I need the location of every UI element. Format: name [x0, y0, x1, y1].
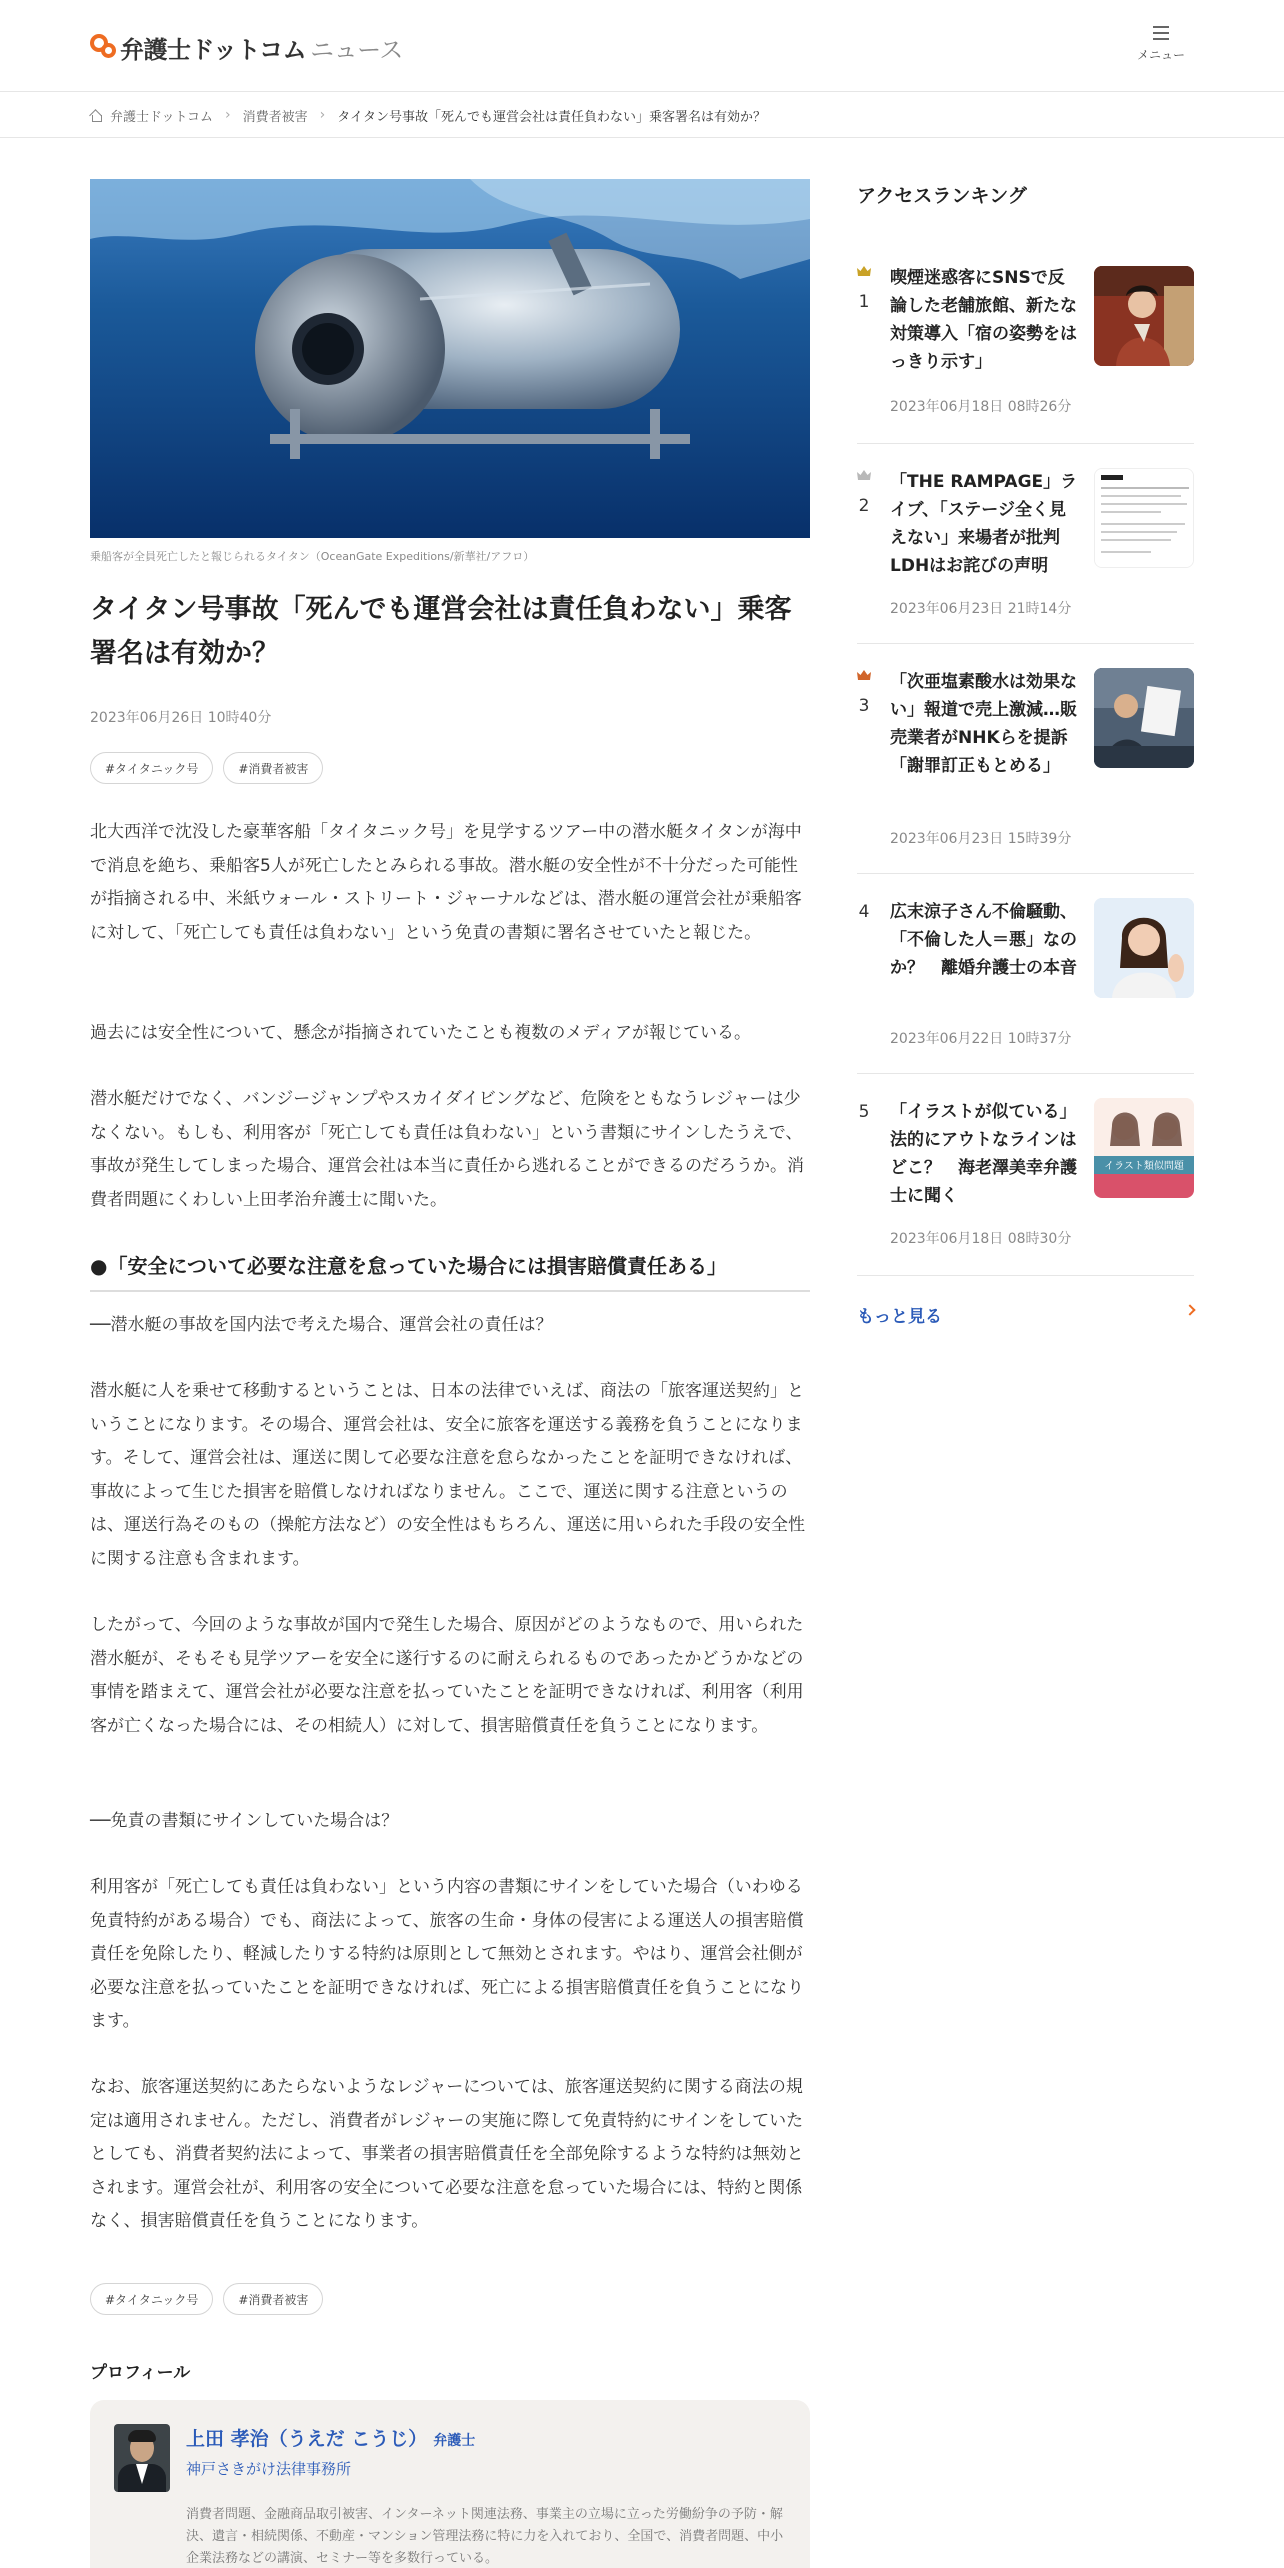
- menu-button[interactable]: [1130, 22, 1192, 72]
- ranking-thumbnail: [1094, 668, 1194, 768]
- section-heading: ●「安全について必要な注意を怠っていた場合には損害賠償責任ある」: [90, 1250, 810, 1292]
- rank-number: 4: [858, 902, 870, 922]
- more-ranking-link[interactable]: [857, 1302, 1194, 1327]
- article-paragraph: 過去には安全性について、懸念が指摘されていたことも複数のメディアが報じている。: [90, 1023, 751, 1043]
- ranking-heading: アクセスランキング: [857, 185, 1027, 207]
- article-paragraph: 潜水艇に人を乗せて移動するということは、日本の法律でいえば、商法の「旅客運送契約」ということになります。その場合、運営会社は、安全に旅客を運送する義務を負うことになります。そして、運営会社は、運送に関して必要な注意を怠らなかったことを証明できなければ、事故によって生じた損害を賠償しなければなりません。ここで、運送に関する注意というのは、運送行為そのもの（操舵方法など）の安全性はもちろん、運送に用いられた手段の安全性に関する注意も含まれます。: [90, 1381, 806, 1569]
- article-paragraph: 潜水艇だけでなく、バンジージャンプやスカイダイビングなど、危険をともなうレジャーは少なくない。もしも、利用客が「死亡しても責任は負わない」という書類にサインしたうえで、事故が発生してしまった場合、運営会社は本当に責任から逃れることができるのだろうか。消費者問題にくわしい上田孝治弁護士に聞いた。: [90, 1089, 804, 1210]
- avatar[interactable]: [114, 2424, 170, 2492]
- ranking-date: 2023年06月18日 08時30分: [890, 1231, 1072, 1247]
- rank-number: 2: [858, 496, 870, 516]
- ranking-date: 2023年06月18日 08時26分: [890, 399, 1072, 415]
- ranking-thumbnail: [1094, 266, 1194, 366]
- ranking-date: 2023年06月22日 10時37分: [890, 1031, 1072, 1047]
- article-tags-top: [90, 752, 323, 784]
- ranking-thumbnail: [1094, 468, 1194, 568]
- ranking-thumbnail: [1094, 1098, 1194, 1198]
- profile-heading: プロフィール: [90, 2363, 191, 2383]
- breadcrumb: [0, 93, 1284, 138]
- ranking-date: 2023年06月23日 15時39分: [890, 831, 1072, 847]
- breadcrumb-home[interactable]: 弁護士ドットコム: [110, 109, 213, 125]
- rank-number: 1: [858, 292, 870, 312]
- ranking-item[interactable]: [857, 874, 1194, 1074]
- crown-gold-icon: [857, 266, 871, 276]
- site-header: [0, 0, 1284, 92]
- article-date: 2023年06月26日 10時40分: [90, 710, 272, 726]
- article-paragraph: なお、旅客運送契約にあたらないようなレジャーについては、旅客運送契約に関する商法の規定は適用されません。ただし、消費者がレジャーの実施に際して免責特約にサインをしていたとしても、消費者契約法によって、事業者の損害賠償責任を全部免除するような特約は無効とされます。運営会社が、利用客の安全について必要な注意を怠っていた場合には、特約と関係なく、損害賠償責任を負うことになります。: [90, 2077, 804, 2231]
- crown-bronze-icon: [857, 670, 871, 680]
- logo-mark-icon: [90, 34, 116, 60]
- lawyer-profile-card: [90, 2400, 810, 2568]
- lawyer-name-text: 上田 孝治（うえだ こうじ）: [186, 2428, 428, 2450]
- ranking-item[interactable]: [857, 248, 1194, 444]
- hamburger-icon: [1153, 26, 1169, 40]
- lawyer-role: 弁護士: [433, 2433, 476, 2449]
- lawyer-name[interactable]: [186, 2424, 475, 2451]
- tag-titanic[interactable]: #タイタニック号: [90, 752, 213, 784]
- article-paragraph: 北大西洋で沈没した豪華客船「タイタニック号」を見学するツアー中の潜水艇タイタンが海中で消息を絶ち、乗船客5人が死亡したとみられる事故。潜水艇の安全性が不十分だった可能性が指摘される中、米紙ウォール・ストリート・ジャーナルなどは、潜水艇の運営会社が乗船客に対して、「死亡しても責任は負わない」という免責の書類に署名させていたと報じた。: [90, 822, 802, 943]
- crown-silver-icon: [857, 470, 871, 480]
- site-logo[interactable]: [90, 30, 403, 64]
- ranking-date: 2023年06月23日 21時14分: [890, 601, 1072, 617]
- thumbnail-caption: イラスト類似問題: [1104, 1161, 1184, 1172]
- tag-consumer-damage[interactable]: #消費者被害: [223, 752, 323, 784]
- ranking-item[interactable]: [857, 644, 1194, 874]
- law-office[interactable]: 神戸さきがけ法律事務所: [186, 2460, 352, 2478]
- ranking-item[interactable]: [857, 444, 1194, 644]
- article-tags-bottom: [90, 2283, 323, 2315]
- breadcrumb-category[interactable]: 消費者被害: [242, 109, 308, 125]
- ranking-title: 広末涼子さん不倫騒動、「不倫した人＝悪」なのか？ 離婚弁護士の本音: [890, 902, 1077, 978]
- logo-text: 弁護士ドットコム: [120, 35, 307, 64]
- interview-question: ──潜水艇の事故を国内法で考えた場合、運営会社の責任は？: [90, 1315, 553, 1335]
- ranking-title: 喫煙迷惑客にSNSで反論した老舗旅館、新たな対策導入「宿の姿勢をはっきり示す」: [890, 268, 1077, 372]
- ranking-item[interactable]: [857, 1074, 1194, 1276]
- image-caption: 乗船客が全員死亡したと報じられるタイタン（OceanGate Expeditions/新華社/アフロ）: [90, 550, 535, 563]
- home-icon: [90, 109, 102, 121]
- profile-description: 消費者問題、金融商品取引被害、インターネット関連法務、事業主の立場に立った労働紛争の予防・解決、遺言・相続関係、不動産・マンション管理法務に特に力を入れており、全国で、消費者問題、中小企業法務などの講演、セミナー等を多数行っている。: [186, 2507, 784, 2566]
- ranking-title: 「次亜塩素酸水は効果ない」報道で売上激減…販売業者がNHKらを提訴「謝罪訂正もとめる」: [890, 672, 1077, 776]
- logo-sub: ニュース: [310, 35, 403, 64]
- breadcrumb-current: タイタン号事故「死んでも運営会社は責任負わない」乗客署名は有効か？: [337, 109, 766, 125]
- more-label: もっと見る: [857, 1307, 942, 1327]
- tag-titanic[interactable]: #タイタニック号: [90, 2283, 213, 2315]
- article-hero-image: [90, 179, 810, 538]
- chevron-right-icon: [1184, 1304, 1195, 1315]
- article-title: タイタン号事故「死んでも運営会社は責任負わない」乗客署名は有効か？: [90, 594, 792, 669]
- rank-number: 3: [858, 696, 870, 716]
- rank-number: 5: [858, 1102, 870, 1122]
- tag-consumer-damage[interactable]: #消費者被害: [223, 2283, 323, 2315]
- article-paragraph: したがって、今回のような事故が国内で発生した場合、原因がどのようなもので、用いられた潜水艇が、そもそも見学ツアーを安全に遂行するのに耐えられるものであったかどうかなどの事情を踏まえて、運営会社が必要な注意を払っていたことを証明できなければ、利用客（利用客が亡くなった場合には、その相続人）に対して、損害賠償責任を負うことになります。: [90, 1615, 804, 1736]
- article-paragraph: 利用客が「死亡しても責任は負わない」という内容の書類にサインをしていた場合（いわゆる免責特約がある場合）でも、商法によって、旅客の生命・身体の侵害による運送人の損害賠償責任を免除したり、軽減したりする特約は原則として無効とされます。やはり、運営会社側が必要な注意を払っていたことを証明できなければ、死亡による損害賠償責任を負うことになります。: [90, 1877, 804, 2031]
- chevron-right-icon: ›: [224, 107, 231, 123]
- ranking-title: 「THE RAMPAGE」ライブ、「ステージ全く見えない」来場者が批判 LDHはお詫びの声明: [890, 472, 1078, 576]
- menu-label: メニュー: [1136, 48, 1185, 62]
- ranking-thumbnail: [1094, 898, 1194, 998]
- chevron-right-icon: ›: [319, 107, 326, 123]
- ranking-title: 「イラストが似ている」法的にアウトなラインはどこ？ 海老澤美幸弁護士に聞く: [890, 1102, 1077, 1206]
- interview-question: ──免責の書類にサインしていた場合は？: [90, 1811, 399, 1831]
